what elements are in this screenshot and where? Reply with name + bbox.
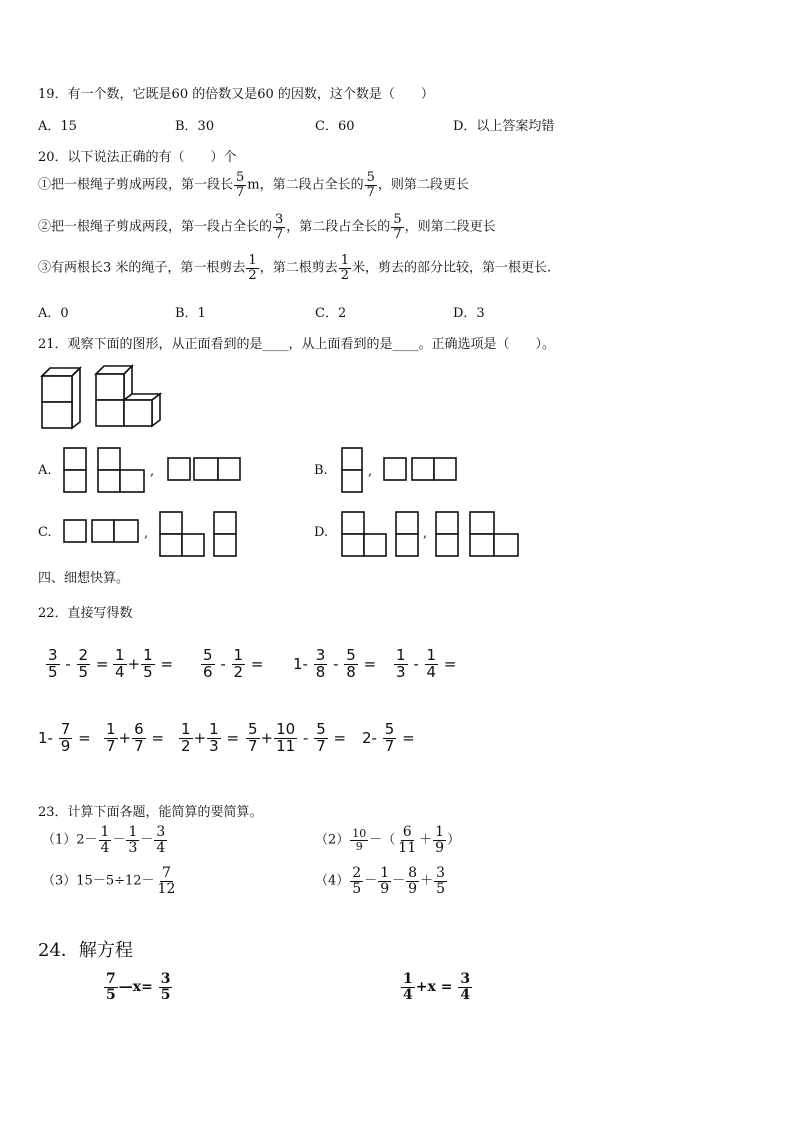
q19-stem: 19．有一个数，它既是60 的倍数又是60 的因数，这个数是（ ） [38,87,434,102]
q21-comma-c: , [144,526,149,541]
q20-option-d: D．3 [453,306,485,321]
q24-heading: 24．解方程 [38,940,133,961]
q22-item-5: $\frac{1}{3}$ - $\frac{1}{4}$ = [396,646,457,681]
q21-label-b: B. [314,463,328,478]
q20-option-a: A．0 [38,306,69,321]
q20-statement-2: ②把一根绳子剪成两段，第一段占全长的 $\frac{3}{7}$ ，第二段占全长的 $\frac{5}{7}$ ，则第二段更长 [38,212,496,242]
q19-option-c: C．60 [315,119,355,134]
q22-item-7: $\frac{1}{7}$ + $\frac{6}{7}$ = [106,720,165,755]
q20-statement-3: ③有两根长3 米的绳子，第一根剪去 $\frac{1}{2}$ ，第二根剪去 $\frac{1}{2}$ 米，剪去的部分比较，第一根更长. [38,253,552,283]
q22-item-1: $\frac{3}{5}$ - $\frac{2}{5}$ = [48,646,109,681]
q22-item-6: 1- $\frac{7}{9}$ = [38,720,91,755]
q21-option-d-views [340,510,525,560]
section-4-heading: 四、细想快算。 [38,571,130,586]
q21-option-a-views [62,446,252,496]
q23-problem-2: （2） $\frac{10}{9}$ －（ $\frac{6}{11}$ ＋ $\frac{1}{9}$ ） [315,824,461,856]
q22-item-10: 2- $\frac{5}{7}$ = [362,720,415,755]
q22-item-8: $\frac{1}{2}$ + $\frac{1}{3}$ = [181,720,240,755]
q22-stem: 22．直接写得数 [38,606,133,621]
q20-option-b: B．1 [175,306,206,321]
q21-option-c-views [62,510,242,560]
q21-comma-a: , [150,464,155,479]
q19-option-b: B．30 [175,119,215,134]
q20-option-c: C．2 [315,306,347,321]
q23-problem-4: （4） $\frac{2}{5}$ － $\frac{1}{9}$ － $\frac{8}{9}$ ＋ $\frac{3}{5}$ [315,865,446,897]
q21-label-c: C. [38,525,52,540]
q21-label-a: A. [38,463,52,478]
q23-problem-1: （1）2－ $\frac{1}{4}$ － $\frac{1}{3}$ － $\frac{3}{4}$ [42,824,166,856]
q21-stem: 21．观察下面的图形，从正面看到的是____，从上面看到的是____。正确选项是（ ）。 [38,337,556,352]
q24-equation-1: $\frac{7}{5}$ —x= $\frac{3}{5}$ [106,971,171,1003]
q22-item-2: $\frac{1}{4}$ + $\frac{1}{5}$ = [115,646,174,681]
q21-label-d: D. [314,525,329,540]
q23-problem-3: （3）15－5÷12－ $\frac{7}{12}$ [42,865,176,897]
q23-stem: 23．计算下面各题，能简算的要简算。 [38,805,263,820]
q22-item-4: 1- $\frac{3}{8}$ - $\frac{5}{8}$ = [293,646,377,681]
q20-stem: 20．以下说法正确的有（ ）个 [38,150,237,165]
q21-comma-d: , [423,526,428,541]
q21-comma-b: , [368,464,373,479]
q22-item-9: $\frac{5}{7}$ + $\frac{10}{11}$ - $\frac{5}{7}$ = [248,720,347,755]
q24-equation-2: $\frac{1}{4}$ +x = $\frac{3}{4}$ [403,971,471,1003]
q19-option-a: A．15 [38,119,77,134]
q19-option-d: D．以上答案均错 [453,119,555,134]
q20-statement-1: ①把一根绳子剪成两段，第一段长 $\frac{5}{7}$ m，第二段占全长的 $\frac{5}{7}$ ，则第二段更长 [38,170,469,200]
q22-item-3: $\frac{5}{6}$ - $\frac{1}{2}$ = [203,646,264,681]
q21-cube-figures [38,362,168,432]
q21-option-b-views [340,446,470,496]
